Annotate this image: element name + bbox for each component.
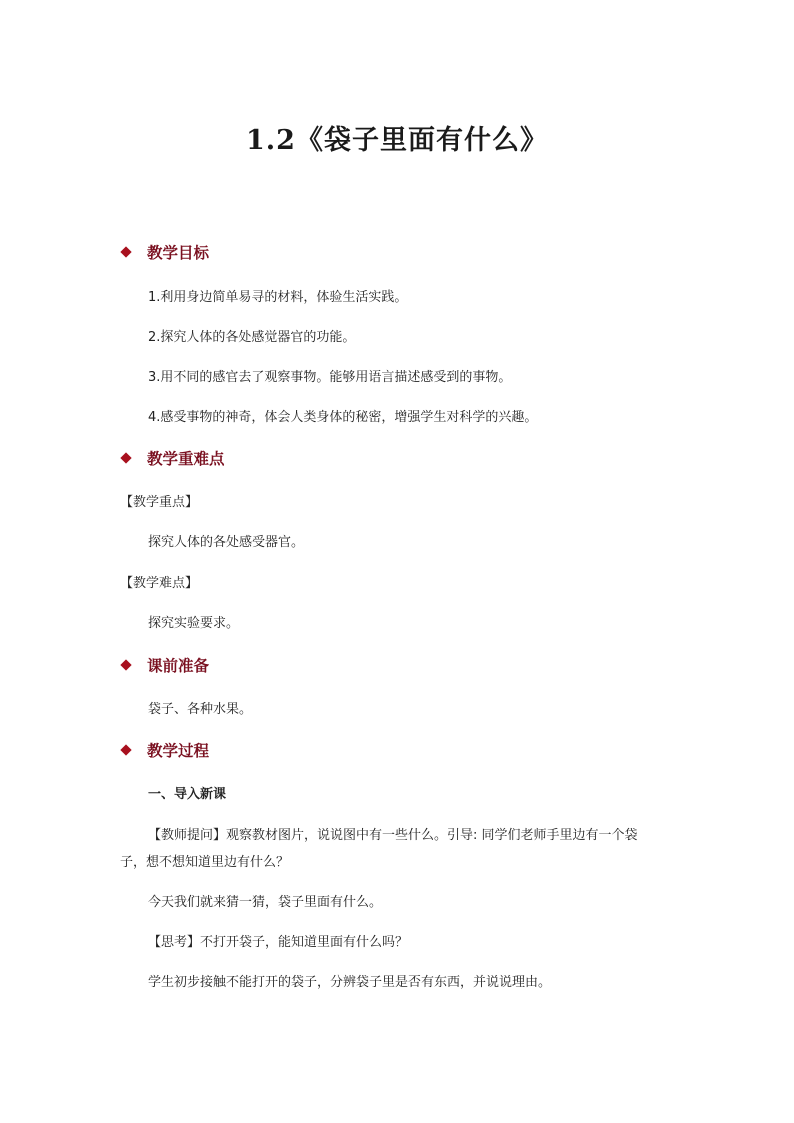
heading-preparation-label: 课前准备 [147, 656, 210, 675]
diamond-bullet-icon [120, 452, 131, 463]
process-paragraph-1-line-1: 【教师提问】观察教材图片，说说图中有一些什么。引导: 同学们老师手里边有一个袋 [148, 828, 638, 843]
process-subheading: 一、导入新课 [148, 787, 227, 802]
heading-preparation [122, 654, 209, 676]
focus-label: 【教学重点】 [120, 495, 199, 510]
objective-item-2: 2.探究人体的各处感觉器官的功能。 [148, 330, 356, 345]
document-title: 1.2《袋子里面有什么》 [246, 125, 548, 156]
difficulty-label: 【教学难点】 [120, 576, 199, 591]
objective-item-3: 3.用不同的感官去了观察事物。能够用语言描述感受到的事物。 [148, 370, 512, 385]
focus-text: 探究人体的各处感受器官。 [148, 535, 305, 550]
heading-key-points [122, 447, 225, 469]
heading-objectives [122, 241, 209, 263]
process-paragraph-1-line-2: 子，想不想知道里边有什么？ [120, 855, 290, 870]
heading-process [122, 739, 209, 761]
diamond-bullet-icon [120, 246, 131, 257]
diamond-bullet-icon [120, 744, 131, 755]
process-paragraph-3: 【思考】不打开袋子，能知道里面有什么吗？ [148, 935, 409, 950]
heading-process-label: 教学过程 [147, 741, 210, 760]
heading-key-points-label: 教学重难点 [147, 449, 225, 468]
process-paragraph-2: 今天我们就来猜一猜，袋子里面有什么。 [148, 895, 383, 910]
preparation-text: 袋子、各种水果。 [148, 702, 253, 717]
heading-objectives-label: 教学目标 [147, 243, 210, 262]
objective-item-1: 1.利用身边简单易寻的材料，体验生活实践。 [148, 290, 408, 305]
difficulty-text: 探究实验要求。 [148, 616, 240, 631]
objective-item-4: 4.感受事物的神奇，体会人类身体的秘密，增强学生对科学的兴趣。 [148, 410, 538, 425]
process-paragraph-4: 学生初步接触不能打开的袋子，分辨袋子里是否有东西，并说说理由。 [148, 975, 552, 990]
diamond-bullet-icon [120, 659, 131, 670]
